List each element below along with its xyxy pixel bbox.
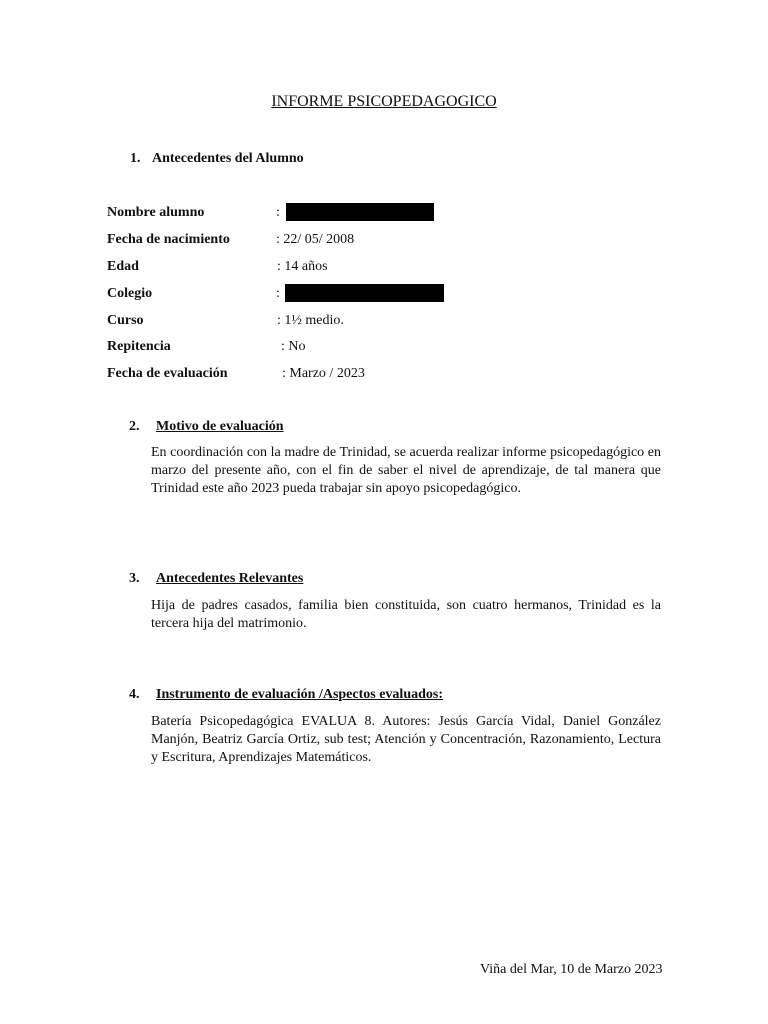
field-value-repitencia: : No bbox=[281, 339, 306, 354]
field-value-colegio: : bbox=[276, 286, 280, 301]
field-value-edad: : 14 años bbox=[277, 259, 328, 274]
field-label-curso: Curso bbox=[107, 313, 144, 328]
field-value-nombre: : bbox=[276, 205, 280, 220]
field-value-fecha-evaluacion: : Marzo / 2023 bbox=[282, 366, 365, 381]
footer-place-date: Viña del Mar, 10 de Marzo 2023 bbox=[480, 962, 663, 977]
section-3-heading: Antecedentes Relevantes bbox=[156, 571, 304, 586]
section-4-number: 4. bbox=[129, 687, 140, 702]
section-1-heading: Antecedentes del Alumno bbox=[152, 151, 304, 166]
redaction-bar-nombre bbox=[286, 203, 434, 221]
section-3-body: Hija de padres casados, familia bien constituida, son cuatro hermanos, Trinidad es la tercera hija del matrimonio. bbox=[151, 598, 661, 631]
field-label-fecha-evaluacion: Fecha de evaluación bbox=[107, 366, 228, 381]
field-label-colegio: Colegio bbox=[107, 286, 153, 301]
section-2-heading: Motivo de evaluación bbox=[156, 419, 284, 434]
section-4-body: Batería Psicopedagógica EVALUA 8. Autores: Jesús García Vidal, Daniel González Manjón, Beatriz García Ortiz, sub test; Atención y Concentración, Razonamiento, Lectura y Escritura, Aprendizajes Matemáticos. bbox=[151, 714, 661, 765]
section-4-heading: Instrumento de evaluación /Aspectos evaluados: bbox=[156, 687, 444, 702]
redaction-bar-colegio bbox=[285, 284, 444, 302]
field-value-fecha-nacimiento: : 22/ 05/ 2008 bbox=[276, 232, 355, 247]
section-2-number: 2. bbox=[129, 419, 140, 434]
field-label-repitencia: Repitencia bbox=[107, 339, 171, 354]
field-label-nombre: Nombre alumno bbox=[107, 205, 205, 220]
field-label-edad: Edad bbox=[107, 259, 139, 274]
document-title: INFORME PSICOPEDAGOGICO bbox=[271, 93, 497, 110]
field-value-curso: : 1½ medio. bbox=[277, 313, 344, 328]
section-1-number: 1. bbox=[130, 151, 141, 166]
section-2-body: En coordinación con la madre de Trinidad, se acuerda realizar informe psicopedagógico en marzo del presente año, con el fin de saber el nivel de aprendizaje, de tal manera que Trinidad este año 2023 pueda trabajar sin apoyo psicopedagógico. bbox=[151, 445, 661, 496]
section-3-number: 3. bbox=[129, 571, 140, 586]
field-label-fecha-nacimiento: Fecha de nacimiento bbox=[107, 232, 230, 247]
